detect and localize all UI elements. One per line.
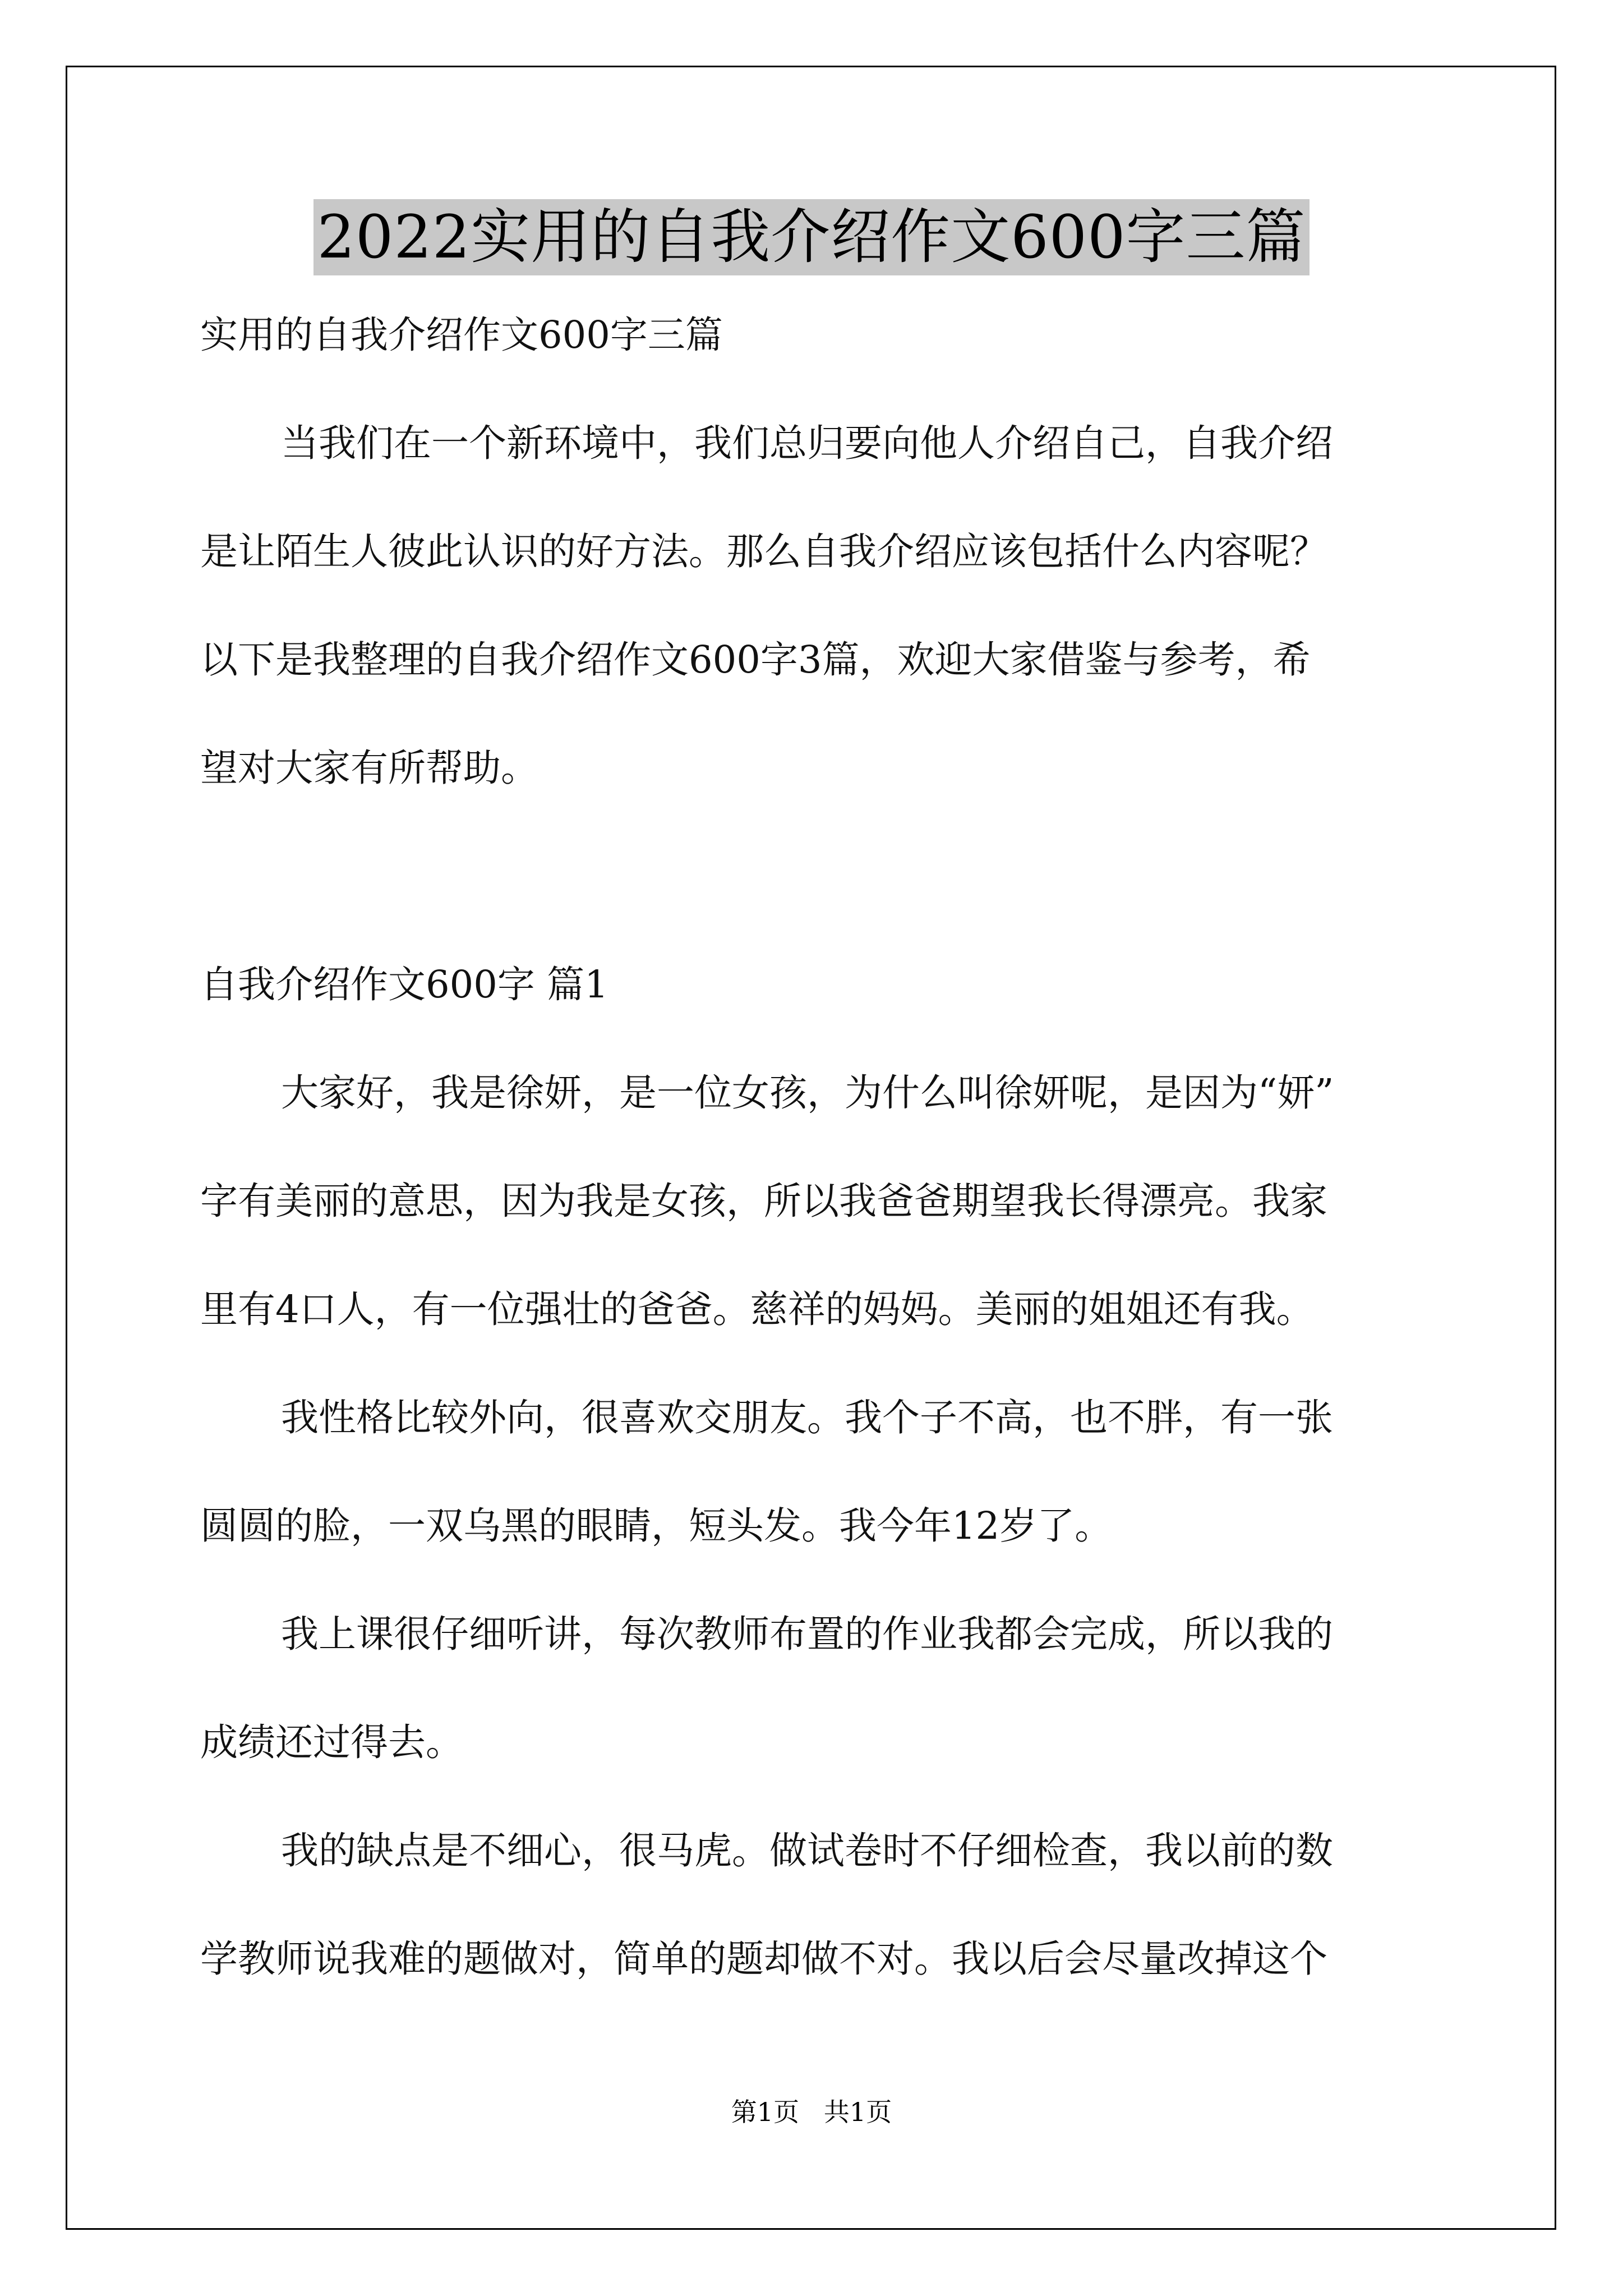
page-footer: 第1页 共1页 [731,2097,892,2127]
paragraph-line: 当我们在一个新环境中，我们总归要向他人介绍自己，自我介绍 [281,421,1333,465]
paragraph-line: 望对大家有所帮助。 [200,746,538,790]
section-heading: 自我介绍作文600字 篇1 [200,963,608,1006]
paragraph-line: 我性格比较外向，很喜欢交朋友。我个子不高，也不胖，有一张 [281,1396,1333,1439]
paragraph-line: 我的缺点是不细心，很马虎。做试卷时不仔细检查，我以前的数 [281,1829,1333,1872]
paragraph-line: 我上课很仔细听讲，每次教师布置的作业我都会完成，所以我的 [281,1612,1333,1656]
paragraph-line: 里有4口人，有一位强壮的爸爸。慈祥的妈妈。美丽的姐姐还有我。 [200,1287,1314,1331]
paragraph-line: 圆圆的脸，一双乌黑的眼睛，短头发。我今年12岁了。 [200,1504,1113,1548]
subtitle-line: 实用的自我介绍作文600字三篇 [200,313,723,357]
paragraph-line: 以下是我整理的自我介绍作文600字3篇，欢迎大家借鉴与参考，希 [200,638,1311,682]
blank-line [200,849,1440,957]
paragraph-line: 是让陌生人彼此认识的好方法。那么自我介绍应该包括什么内容呢？ [200,530,1327,573]
paragraph-line: 成绩还过得去。 [200,1720,463,1764]
title-wrap [0,199,1623,275]
paragraph-line: 字有美丽的意思，因为我是女孩，所以我爸爸期望我长得漂亮。我家 [200,1179,1327,1223]
document-title: 2022实用的自我介绍作文600字三篇 [313,199,1309,275]
paragraph-line: 学教师说我难的题做对，简单的题却做不对。我以后会尽量改掉这个 [200,1937,1327,1981]
body-lines [200,307,1440,2040]
document-body [200,307,1440,2040]
paragraph-line: 大家好，我是徐妍，是一位女孩，为什么叫徐妍呢，是因为“妍” [281,1071,1334,1115]
